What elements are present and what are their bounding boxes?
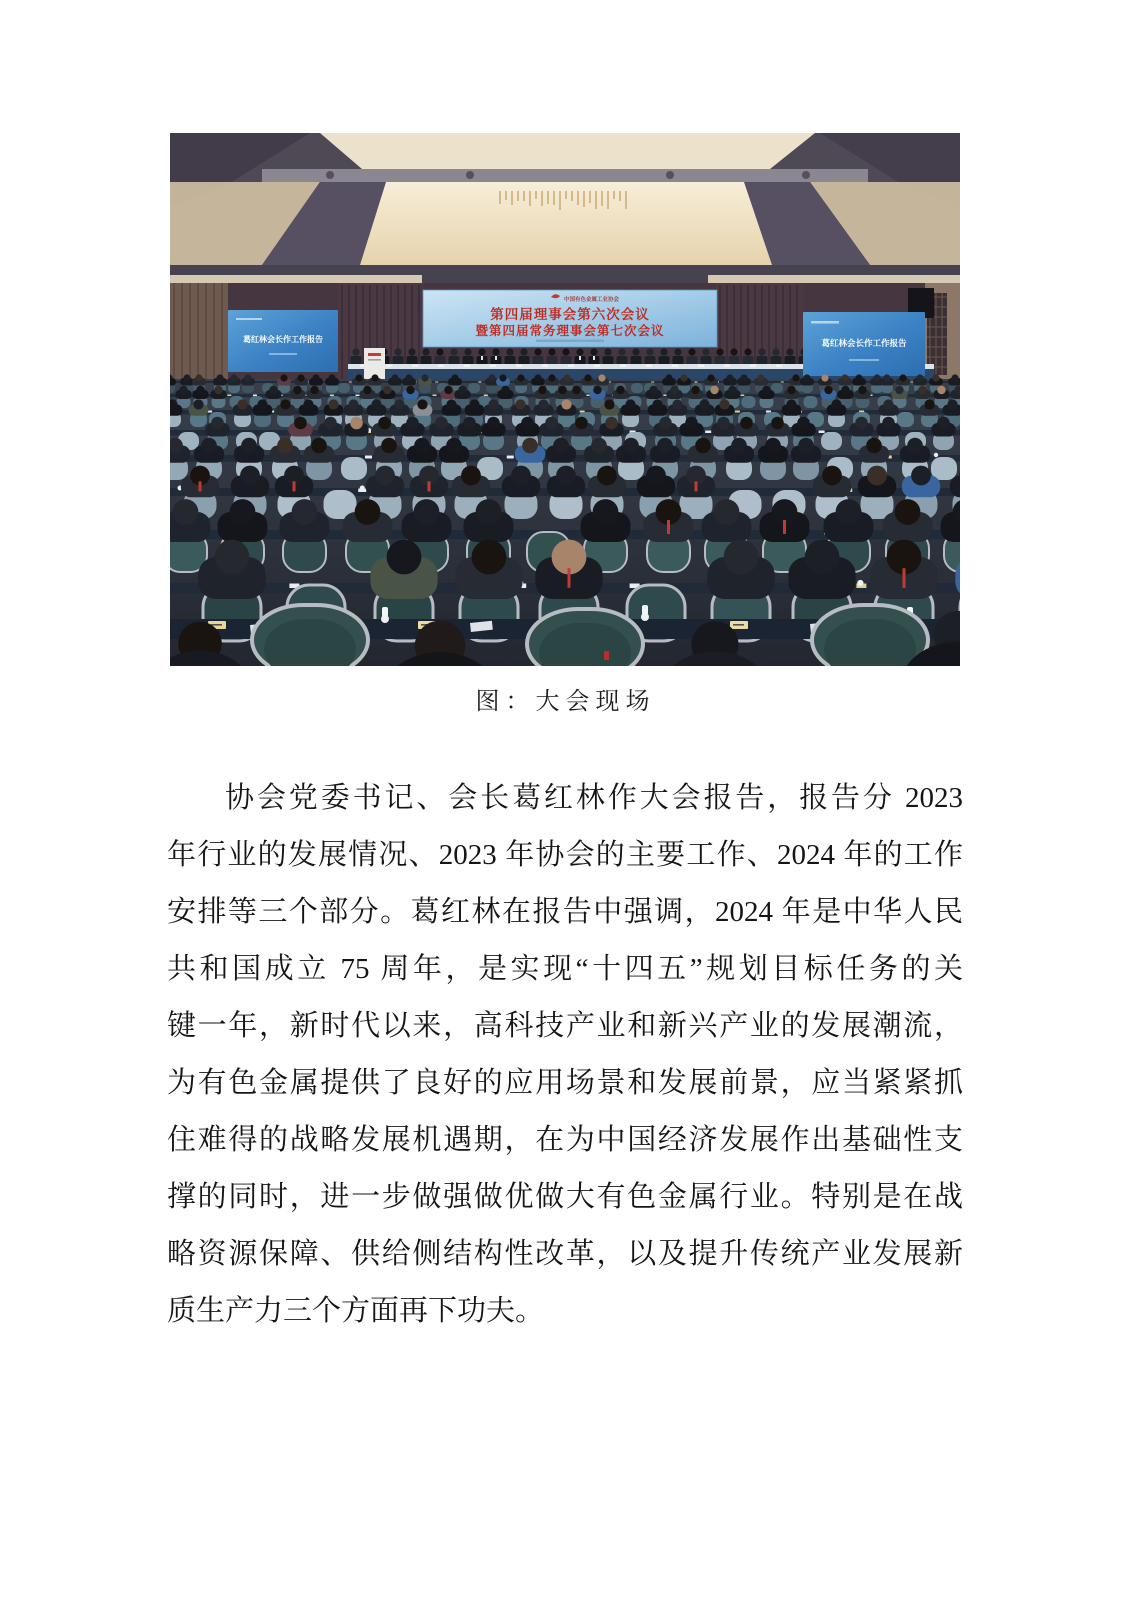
report-paragraph [167, 770, 963, 1340]
paragraph-line: 质生产力三个方面再下功夫。 [167, 1295, 545, 1327]
audience-crowd [170, 374, 960, 641]
paragraph-line: 共和国成立 75 周年，是实现“十四五”规划目标任务的关 [167, 953, 963, 985]
right-screen-text: 葛红林会长作工作报告 [821, 338, 907, 348]
photo-caption: 图：大会现场 [475, 689, 656, 715]
foreground-attendees [170, 605, 960, 666]
paragraph-line: 安排等三个部分。葛红林在报告中强调，2024 年是中华人民 [167, 896, 963, 928]
paragraph-line: 协会党委书记、会长葛红林作大会报告，报告分 2023 [225, 782, 963, 814]
paragraph-line: 略资源保障、供给侧结构性改革，以及提升传统产业发展新 [167, 1238, 963, 1270]
paragraph-line: 年行业的发展情况、2023 年协会的主要工作、2024 年的工作 [167, 839, 963, 871]
paragraph-line: 撑的同时，进一步做强做优做大有色金属行业。特别是在战 [167, 1181, 963, 1213]
conference-photo [170, 133, 960, 666]
ceiling [170, 133, 960, 293]
main-screen-org-label: 中国有色金属工业协会 [564, 297, 620, 303]
paragraph-line: 键一年，新时代以来，高科技产业和新兴产业的发展潮流， [167, 1010, 963, 1042]
conference-photo-illustration [170, 133, 960, 666]
paragraph-line: 住难得的战略发展机遇期，在为中国经济发展作出基础性支 [167, 1124, 963, 1156]
left-screen-text: 葛红林会长作工作报告 [243, 335, 323, 344]
main-screen-title-line1: 第四届理事会第六次会议 [490, 307, 650, 322]
paragraph-line: 为有色金属提供了良好的应用场景和发展前景，应当紧紧抓 [167, 1067, 963, 1099]
main-screen-title-line2: 暨第四届常务理事会第七次会议 [475, 324, 665, 338]
